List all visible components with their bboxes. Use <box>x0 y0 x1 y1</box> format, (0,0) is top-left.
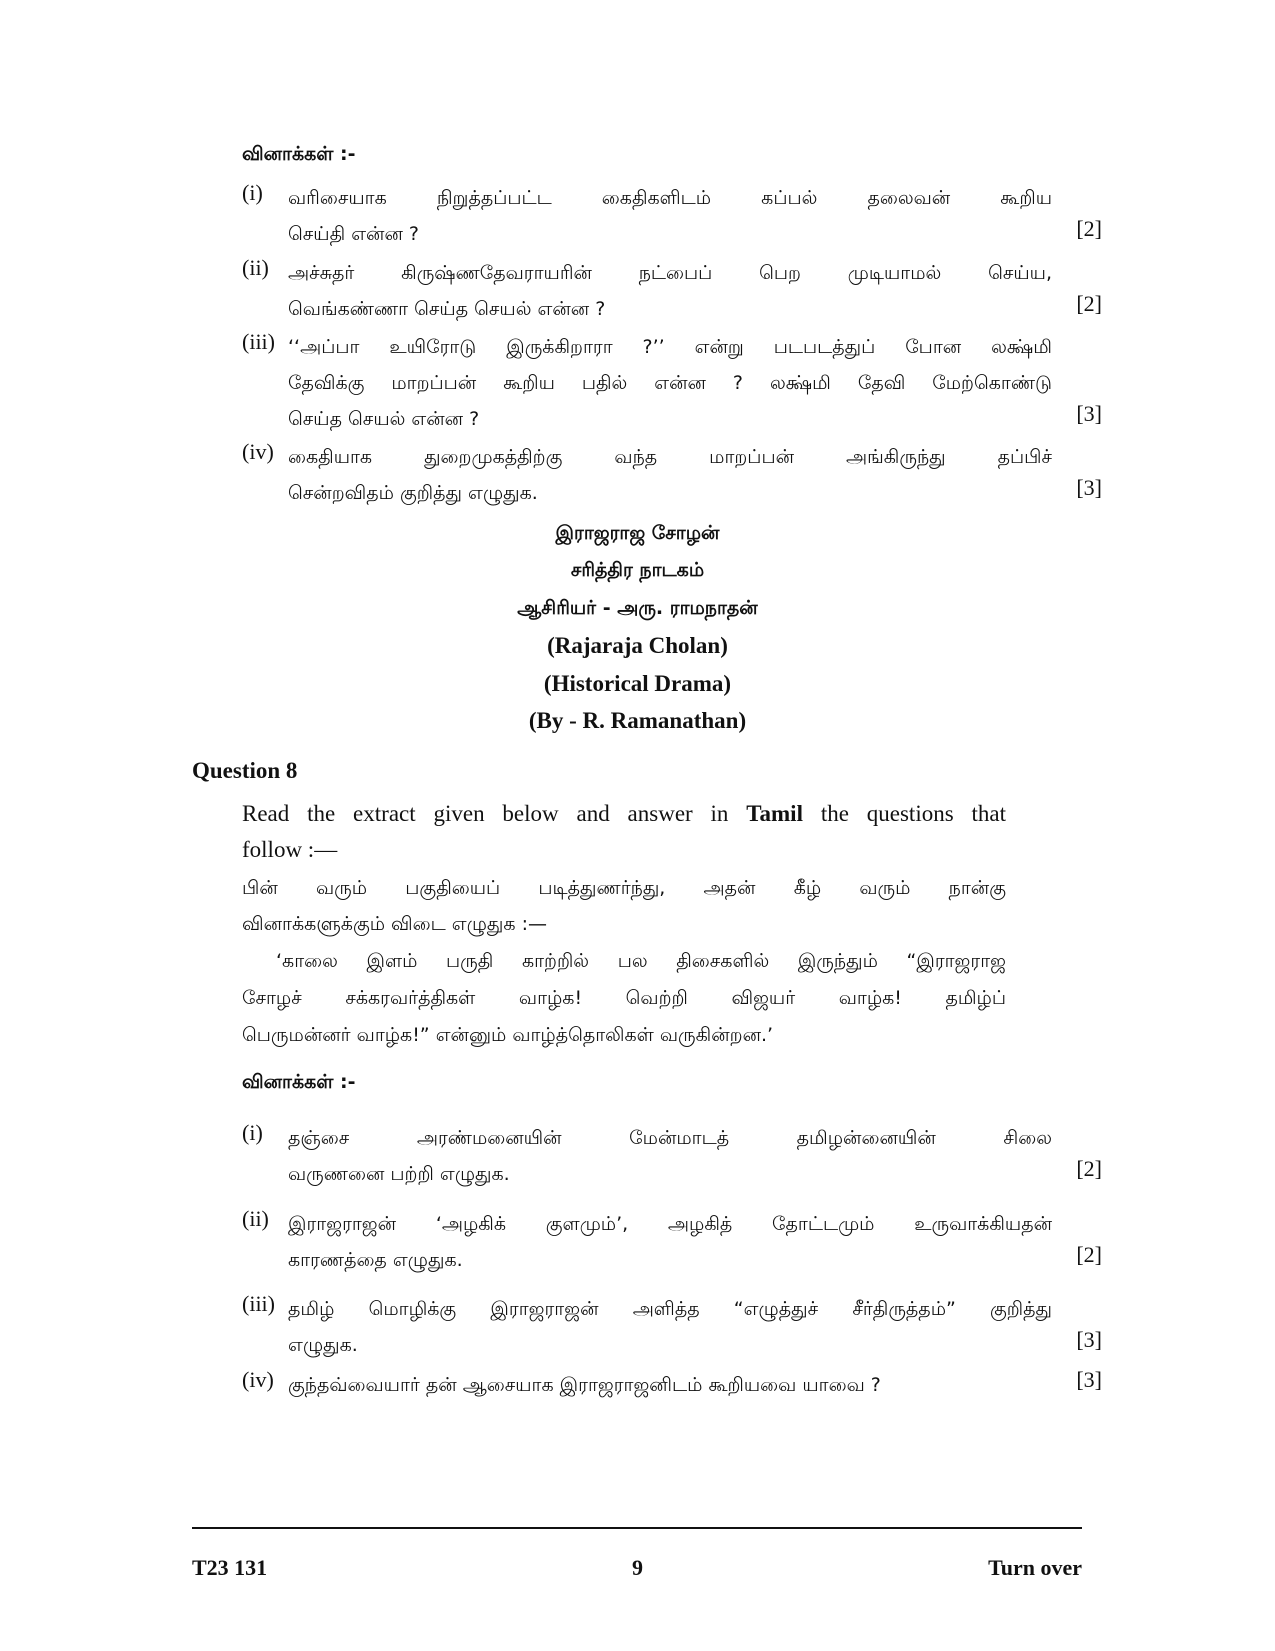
page-number: 9 <box>632 1555 643 1580</box>
author-tamil: ஆசிரியர் - அரு. ராமநாதன் <box>517 597 758 619</box>
question-text: ‘‘அப்பா உயிரோடு இருக்கிறாரா ?’’ என்று படபடத்துப் போன லக்ஷ்மி தேவிக்கு மாறப்பன் கூறிய பதில் என்ன ? லக்ஷ்மி தேவி மேற்கொண்டு செய்த செயல் என்ன ? <box>288 336 1052 430</box>
questions-heading: வினாக்கள் :- <box>242 1071 356 1093</box>
question-marks: [2] <box>1076 216 1102 241</box>
question-marks: [3] <box>1076 1327 1102 1352</box>
question-item <box>242 1367 1102 1407</box>
question-marks: [3] <box>1076 475 1102 500</box>
question-item <box>242 1206 1102 1282</box>
subtitle-english: (Historical Drama) <box>543 671 732 696</box>
question-item <box>242 1291 1102 1367</box>
question-marks: [2] <box>1076 1156 1102 1181</box>
title-english: (Rajaraja Cholan) <box>547 633 728 658</box>
question-marks: [2] <box>1076 1242 1102 1267</box>
question-text: அச்சுதர் கிருஷ்ணதேவராயரின் நட்பைப் பெற முடியாமல் செய்ய, வெங்கண்ணா செய்த செயல் என்ன ? <box>288 262 1052 320</box>
question-item <box>242 180 1102 256</box>
question-number: (iv) <box>242 439 274 464</box>
question-text: இராஜராஜன் ‘அழகிக் குளமும்’, அழகித் தோட்டமும் உருவாக்கியதன் காரணத்தை எழுதுக. <box>288 1213 1052 1271</box>
question-item <box>242 439 1102 515</box>
title-tamil: இராஜராஜ சோழன் <box>555 522 720 544</box>
questions-heading: வினாக்கள் :- <box>242 143 356 165</box>
turn-over-label: Turn over <box>988 1555 1082 1580</box>
subtitle-tamil: சரித்திர நாடகம் <box>570 559 705 581</box>
instructions-english: Read the extract given below and answer in Tamil the questions that follow :— <box>242 801 1007 862</box>
question-marks: [2] <box>1076 291 1102 316</box>
question-text: தமிழ் மொழிக்கு இராஜராஜன் அளித்த “எழுத்துச் சீர்திருத்தம்” குறித்து எழுதுக. <box>288 1298 1052 1356</box>
question-item <box>242 255 1102 331</box>
question-marks: [3] <box>1076 1367 1102 1392</box>
question-label: Question 8 <box>192 758 298 783</box>
question-number: (ii) <box>242 255 269 280</box>
instructions-tamil: பின் வரும் பகுதியைப் படித்துணர்ந்து, அதன் கீழ் வரும் நான்கு வினாக்களுக்கும் விடை எழுதுக :— <box>242 877 1006 935</box>
question-text: குந்தவ்வையார் தன் ஆசையாக இராஜராஜனிடம் கூறியவை யாவை ? <box>288 1374 881 1396</box>
question-text: வரிசையாக நிறுத்தப்பட்ட கைதிகளிடம் கப்பல் தலைவன் கூறிய செய்தி என்ன ? <box>288 187 1052 245</box>
footer-divider <box>192 1527 1082 1529</box>
paper-code: T23 131 <box>192 1555 268 1580</box>
question-text: தஞ்சை அரண்மனையின் மேன்மாடத் தமிழன்னையின் சிலை வருணனை பற்றி எழுதுக. <box>288 1127 1052 1185</box>
question-item <box>242 329 1102 439</box>
question-number: (iii) <box>242 329 275 354</box>
extract-passage: ‘காலை இளம் பருதி காற்றில் பல திசைகளில் இருந்தும் “இராஜராஜ சோழச் சக்கரவர்த்திகள் வாழ்க! வெற்றி விஜயர் வாழ்க! தமிழ்ப் பெருமன்னர் வாழ்க!” என்னும் வாழ்த்தொலிகள் வருகின்றன.’ <box>242 950 1006 1046</box>
question-number: (i) <box>242 1120 263 1145</box>
author-english: (By - R. Ramanathan) <box>528 708 747 733</box>
question-text: கைதியாக துறைமுகத்திற்கு வந்த மாறப்பன் அங்கிருந்து தப்பிச் சென்றவிதம் குறித்து எழுதுக. <box>288 446 1052 504</box>
question-number: (ii) <box>242 1206 269 1231</box>
question-number: (i) <box>242 180 263 205</box>
question-item <box>242 1120 1102 1196</box>
question-number: (iv) <box>242 1367 274 1392</box>
question-number: (iii) <box>242 1291 275 1316</box>
question-marks: [3] <box>1076 401 1102 426</box>
